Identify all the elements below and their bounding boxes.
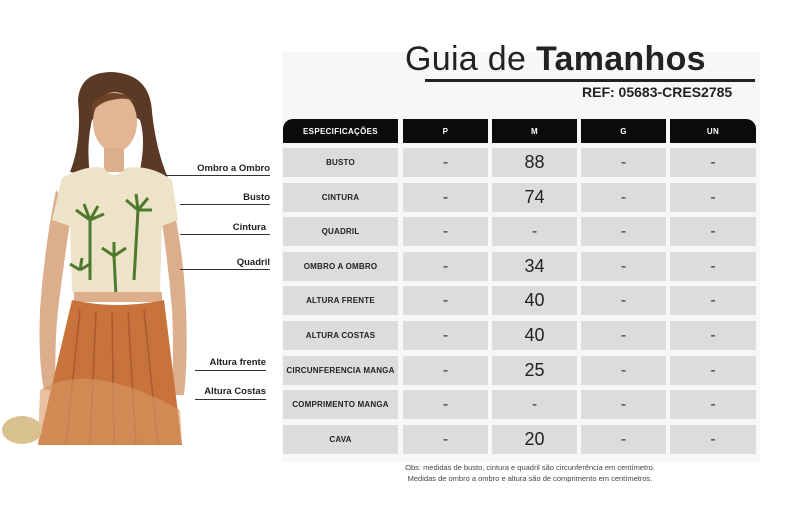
- header-size-un: UN: [670, 119, 756, 143]
- value-cell: -: [670, 390, 756, 419]
- label-ombro-a-ombro: Ombro a Ombro: [197, 163, 270, 174]
- product-ref: REF: 05683-CRES2785: [582, 84, 733, 100]
- spec-cell: CAVA: [283, 425, 398, 454]
- value-cell: 40: [492, 321, 577, 350]
- value-cell: -: [403, 321, 488, 350]
- value-cell: -: [403, 356, 488, 385]
- note-line-2: Medidas de ombro a ombro e altura são de comprimento em centímetros.: [407, 474, 653, 483]
- page-title: [405, 40, 706, 79]
- spec-cell: OMBRO A OMBRO: [283, 252, 398, 281]
- value-cell: -: [670, 148, 756, 177]
- value-cell: -: [492, 390, 577, 419]
- value-cell: -: [492, 217, 577, 246]
- title-bold: Tamanhos: [535, 40, 706, 78]
- spec-cell: CIRCUNFERENCIA MANGA: [283, 356, 398, 385]
- label-line: [195, 399, 266, 400]
- label-cintura: Cintura: [232, 222, 266, 233]
- value-cell: -: [581, 425, 666, 454]
- label-busto: Busto: [243, 192, 270, 203]
- value-cell: -: [581, 390, 666, 419]
- label-line: [180, 234, 270, 235]
- spec-cell: COMPRIMENTO MANGA: [283, 390, 398, 419]
- value-cell: -: [670, 217, 756, 246]
- value-cell: -: [670, 356, 756, 385]
- value-cell: 88: [492, 148, 577, 177]
- value-cell: -: [670, 425, 756, 454]
- value-cell: -: [403, 148, 488, 177]
- spec-cell: ALTURA FRENTE: [283, 286, 398, 315]
- header-size-m: M: [492, 119, 577, 143]
- value-cell: 25: [492, 356, 577, 385]
- spec-cell: BUSTO: [283, 148, 398, 177]
- title-light: Guia de: [405, 40, 536, 78]
- value-cell: 40: [492, 286, 577, 315]
- value-cell: -: [581, 252, 666, 281]
- title-underline: [425, 79, 755, 82]
- value-cell: -: [581, 148, 666, 177]
- label-line: [180, 204, 270, 205]
- value-cell: -: [581, 356, 666, 385]
- label-altura-frente: Altura frente: [209, 357, 266, 368]
- value-cell: -: [670, 183, 756, 212]
- value-cell: -: [403, 252, 488, 281]
- value-cell: -: [403, 217, 488, 246]
- label-line: [180, 269, 270, 270]
- label-line: [165, 175, 270, 176]
- header-specs: ESPECIFICAÇÕES: [283, 119, 398, 143]
- spec-cell: CINTURA: [283, 183, 398, 212]
- value-cell: -: [403, 425, 488, 454]
- value-cell: -: [581, 286, 666, 315]
- label-altura-costas: Altura Costas: [204, 386, 266, 397]
- value-cell: -: [403, 286, 488, 315]
- label-quadril: Quadril: [236, 257, 270, 268]
- value-cell: -: [670, 252, 756, 281]
- value-cell: -: [670, 286, 756, 315]
- value-cell: 74: [492, 183, 577, 212]
- label-line: [195, 370, 266, 371]
- value-cell: 20: [492, 425, 577, 454]
- value-cell: -: [403, 183, 488, 212]
- note-line-1: Obs: medidas de busto, cintura e quadril são circunferência em centímetro.: [405, 463, 655, 472]
- value-cell: -: [581, 321, 666, 350]
- value-cell: -: [670, 321, 756, 350]
- spec-cell: ALTURA COSTAS: [283, 321, 398, 350]
- value-cell: 34: [492, 252, 577, 281]
- header-size-g: G: [581, 119, 666, 143]
- value-cell: -: [581, 217, 666, 246]
- spec-cell: QUADRIL: [283, 217, 398, 246]
- value-cell: -: [403, 390, 488, 419]
- header-size-p: P: [403, 119, 488, 143]
- value-cell: -: [581, 183, 666, 212]
